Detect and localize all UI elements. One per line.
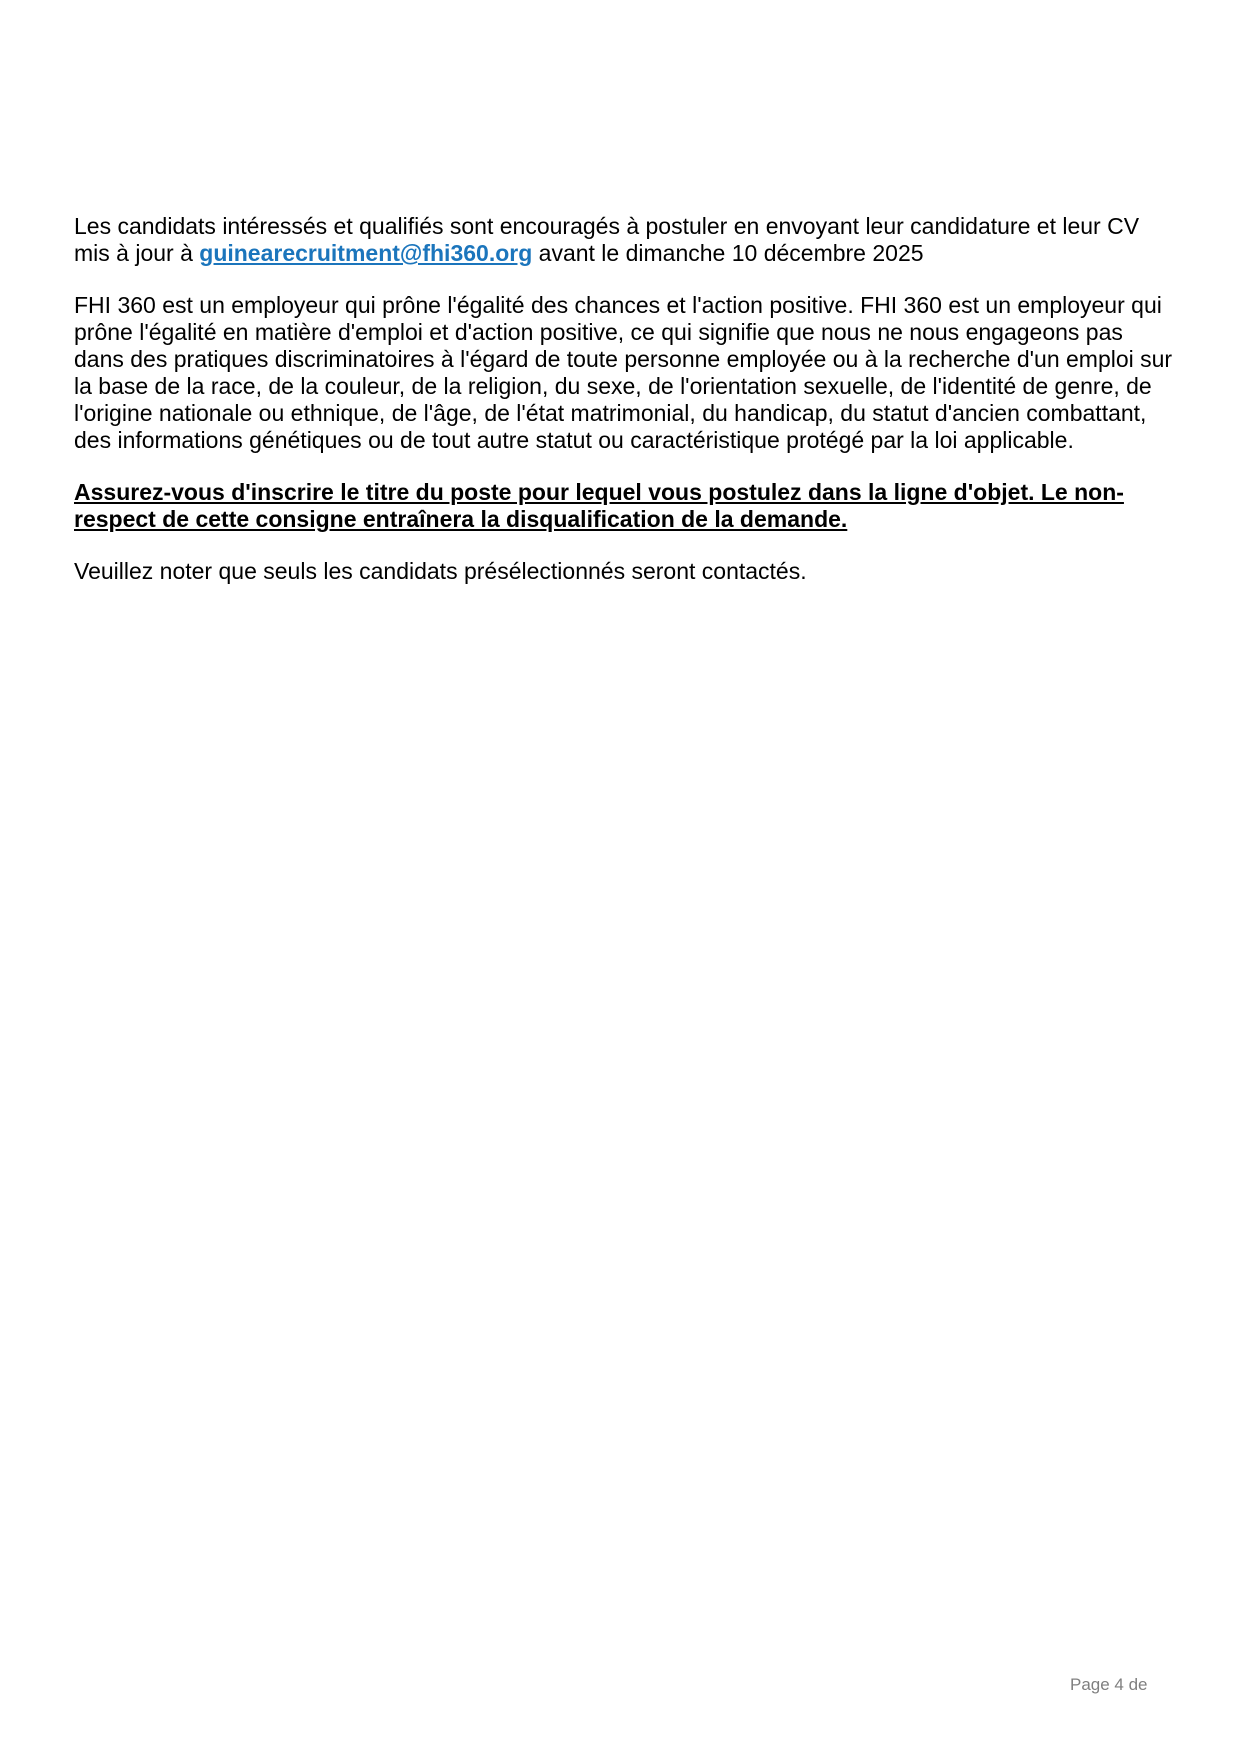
recruitment-email-link[interactable]: guinearecruitment@fhi360.org [199, 240, 533, 266]
eeo-paragraph: FHI 360 est un employeur qui prône l'égalité des chances et l'action positive. FHI 360 est un employeur qui prône l'égalité en matière d'emploi et d'action positive, ce qui signifie que nous ne nous engageons pas dans des pratiques discriminatoires à l'égard de toute personne employée ou à la recherche d'un emploi sur la base de la race, de la couleur, de la religion, du sexe, de l'orientation sexuelle, de l'identité de genre, de l'origine nationale ou ethnique, de l'âge, de l'état matrimonial, du handicap, du statut d'ancien combattant, des informations génétiques ou de tout autre statut ou caractéristique protégé par la loi applicable. [74, 292, 1173, 453]
intro-text-after-link: avant le dimanche 10 décembre 2025 [532, 240, 924, 266]
intro-text-before-link: Les candidats intéressés et qualifiés sont encouragés à postuler en envoyant leur candidature et leur CV mis à jour à [74, 213, 1140, 266]
document-body [74, 213, 1174, 610]
shortlist-note-paragraph: Veuillez noter que seuls les candidats présélectionnés seront contactés. [74, 558, 807, 584]
subject-line-instruction-paragraph: Assurez-vous d'inscrire le titre du poste pour lequel vous postulez dans la ligne d'objet. Le non-respect de cette consigne entraînera la disqualification de la demande. [74, 479, 1124, 532]
page-number-footer: Page 4 de [1070, 1675, 1148, 1694]
intro-paragraph [74, 213, 1174, 267]
